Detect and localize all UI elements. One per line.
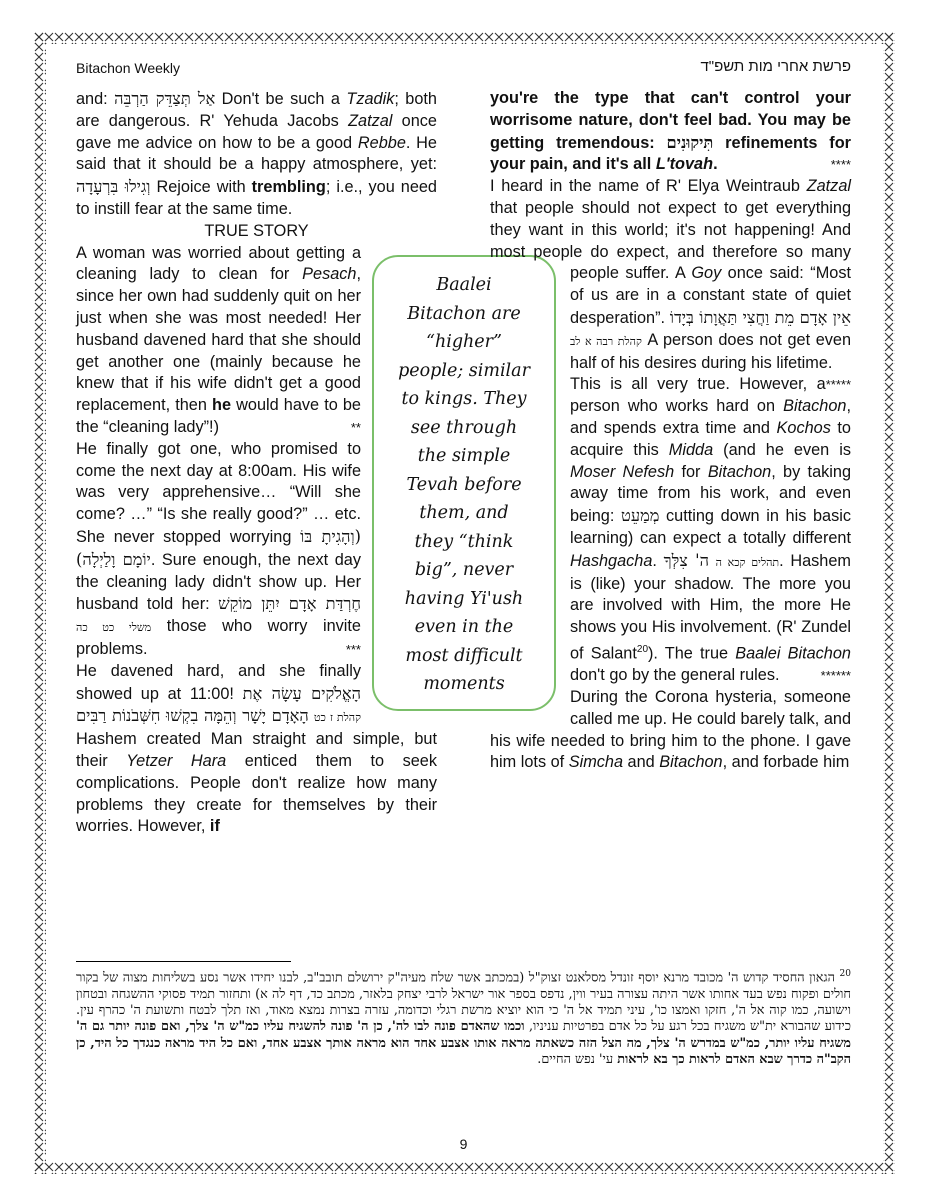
footnote-text: עי' נפש החיים. <box>537 1052 618 1068</box>
text: would have to be the “cleaning lady”!) <box>76 396 361 436</box>
section-stars: *** <box>345 641 361 657</box>
italic-term: Midda <box>668 440 714 459</box>
text: . <box>652 551 664 570</box>
text: those who worry invite problems. <box>76 617 361 658</box>
hebrew-quote: וְגִילוּ בִּרְעָדָה <box>76 177 151 197</box>
text: . Sure enough, the next day the cleaning lady didn't show up. Her husband told her: <box>76 550 361 614</box>
paragraph-bold-intro <box>490 88 851 176</box>
text: I heard in the name of R' Elya Weintraub <box>490 177 807 196</box>
text: for <box>674 462 708 481</box>
callout-line: see through <box>410 417 518 438</box>
section-stars: **** <box>830 157 851 173</box>
callout-line: the simple <box>417 446 511 466</box>
text: He davened hard, and she finally showed up at 11:00! <box>76 661 361 703</box>
text: , and spends extra time and <box>570 397 851 437</box>
italic-term: Bitachon <box>783 397 847 416</box>
hebrew-term: מְמַעֵט <box>621 506 660 526</box>
italic-term: Moser Nefesh <box>570 462 675 481</box>
text: Rejoice with <box>150 178 252 197</box>
source-citation: קהלת ז כט <box>313 711 361 725</box>
italic-term: Zatzal <box>348 111 393 130</box>
section-stars: ***** <box>825 377 851 393</box>
paragraph-elya-weintraub <box>490 176 851 393</box>
footnote-separator <box>76 961 291 962</box>
right-column <box>490 88 851 774</box>
footnote-text: הגאון החסיד קדוש ה' מכובד מרנא יוסף זונדל מסלאנט זצוק"ל (במכתב אשר שלח מעיה"ק ירושלם תובב"ב, לבנו יחידו אשר נסע בשליחות מצוה של בקור חולים ופקוח נפש בעד אחותו אשר היתה עצורה בעיר ווין, נדפס בספר אור ישראל לרבי יצחק בלאזר, מכתב כד, דף לה א) ותחזור תמיד פסוקי ההשגחה ובטחון וישועה, כמו קוה אל ה', חזקו ואמצו כו', עיני תמיד אל ה' כי הוא יוציא מרשת רגלי וכדומה, עזרה בצרות נמצא מאוד, ואז תלך לבטח ותשועת ה' כהרף עין. כידוע שהבורא ית"ש משגיח בכל רגע על כל אדם בפרטיות עניניו, <box>76 970 852 1035</box>
footnote-ref[interactable]: 20 <box>636 643 649 655</box>
text: A person does not get even half of his desires during his lifetime. <box>570 330 851 372</box>
text: . Hashem is (like) your shadow. The more you are involved with Him, the more He shows you His involvement. (R' Zundel of Salant <box>570 551 851 663</box>
callout-line: they “think <box>414 531 514 552</box>
callout-line: having Yi'ush <box>404 588 524 609</box>
italic-term: L'tovah <box>655 155 714 174</box>
hebrew-quote: (וְהָגִיתָ בּוֹ יוֹמָם וָלַיְלָה) <box>76 526 361 569</box>
italic-term: Pesach <box>302 265 357 284</box>
text: to acquire this <box>570 418 851 459</box>
italic-term: Yetzer Hara <box>126 751 227 770</box>
text: A woman was worried about getting a cleaning lady to clean for <box>76 243 361 284</box>
text: , since her own had suddenly quit on her just when she was most needed! Her husband davened hard that she should get another one (mainly because he knew that if his wife didn't get a good replacement, then <box>76 265 361 415</box>
italic-term: Kochos <box>776 418 831 437</box>
text: and <box>623 753 660 772</box>
footnote <box>76 966 851 1069</box>
text: ; both are dangerous. R' Yehuda Jacobs <box>76 90 437 130</box>
italic-term: Rebbe <box>357 133 406 152</box>
text: . <box>713 155 718 174</box>
text: , by taking away time from his work, and even being: <box>570 462 851 526</box>
text: once gave me advice on how to be a good <box>76 111 437 152</box>
footnote-number: 20 <box>839 969 851 979</box>
text: that people should not expect to get everything they want in this world; it's not happening! And most people do expect, and therefore so many people suffer. A <box>490 198 851 283</box>
callout-line: “higher” <box>426 332 502 352</box>
text: Don't be such a <box>215 90 347 108</box>
hebrew-quote: הָאֱלֹקִים עָשָׂה אֶת הָאָדָם יָשָׁר וְהֵמָּה בִקְשׁוּ חִשְּׁבֹנוֹת רַבִּים <box>76 683 361 726</box>
text: cutting down in his basic learning) can expect a totally different <box>570 507 851 547</box>
italic-term: Tzadik <box>346 90 395 108</box>
text: once said: “Most of us are in a constant state of quiet desperation”. <box>570 264 851 327</box>
italic-term: Bitachon <box>659 753 723 772</box>
text: This is all very true. However, a person who works hard on <box>570 375 826 416</box>
callout-line: Bitachon are <box>407 303 521 324</box>
section-stars: ****** <box>820 668 851 684</box>
bold-term: trembling <box>251 178 326 197</box>
source-citation: תהלים קכא ה <box>715 555 780 569</box>
callout-line: moments <box>423 674 505 694</box>
bold-term: if <box>209 817 220 836</box>
hebrew-quote: ה' צִלְּךָ <box>663 550 709 570</box>
section-stars: ** <box>350 419 361 435</box>
italic-term: Baalei Bitachon <box>735 644 851 663</box>
header-parsha-title: פרשת אחרי מות תשפ"ד <box>700 58 851 75</box>
callout-line: Tevah before <box>406 474 522 495</box>
text: ; i.e., you need to instill fear at the same time. <box>76 178 437 218</box>
hebrew-term: תִּיקוּנִים <box>666 132 714 152</box>
text: During the Corona hysteria, someone called me up. He could barely talk, and his wife needed to bring him to the phone. I gave him lots of <box>490 687 851 772</box>
callout-line: most difficult <box>405 645 523 666</box>
text: ). The true <box>648 644 736 663</box>
source-citation: משלי כט כה <box>76 621 152 635</box>
bold-term: he <box>212 396 232 415</box>
paragraph-tzadik <box>76 88 437 221</box>
italic-term: Simcha <box>568 753 624 772</box>
hebrew-quote: אַל תְּצַדֵּק הַרְבֵּה <box>114 89 216 108</box>
text: Hashem created Man straight and simple, but their <box>76 730 437 770</box>
italic-term: Bitachon <box>707 462 772 481</box>
italic-term: Zatzal <box>806 177 851 196</box>
source-citation: קהלת רבה א לב <box>570 334 642 348</box>
callout-line: them, and <box>419 503 509 523</box>
text: enticed them to seek complications. People don't realize how many problems they create for themselves by their worries. However, <box>76 751 437 836</box>
text: , and forbade him <box>722 753 850 772</box>
callout-line: even in the <box>414 617 514 637</box>
text: . He said that it should be a happy atmosphere, yet: <box>76 133 437 174</box>
callout-line: to kings. They <box>401 389 527 409</box>
header-publication-title: Bitachon Weekly <box>76 60 181 76</box>
text: refinements for your pain, and it's all <box>490 133 852 174</box>
italic-term: Goy <box>691 264 722 283</box>
story-heading: TRUE STORY <box>204 221 309 240</box>
footnote-bold-text: וכמו שהאדם פונה לבו לה', כן ה' פונה להשגיח עליו כמ"ש ה' צלך, ואם פונה יותר גם ה' משגיח עליו יותר, כמ"ש במדרש ה' צלך, מה הצל הזה כשאתה מראה אותו אצבע אחד הוא מראה אותך אצבע אחד, ואם כל היד מראה כנגדך כל היד, כן הקב"ה כדרך שבא האדם לראות כך בא לראות <box>76 1019 851 1068</box>
hebrew-quote: חֶרְדַּת אָדָם יִתֵּן מוֹקֵשׁ <box>218 594 361 614</box>
hebrew-quote: אֵין אָדָם מֵת וַחֲצִי תַּאֲוָתוֹ בְּיָדוֹ <box>669 307 851 327</box>
callout-line: Baalei <box>436 275 492 295</box>
float-spacer <box>490 263 570 715</box>
text: you're the type that can't control your worrisome nature, don't feel bad. You may be getting tremendous: <box>490 89 851 152</box>
text: don't go by the general rules. <box>570 666 780 685</box>
italic-term: Hashgacha <box>570 551 653 570</box>
callout-line: big”, never <box>414 560 514 580</box>
text: and: <box>76 90 115 108</box>
callout-line: people; similar <box>398 360 530 381</box>
text: He finally got one, who promised to come the next day at 8:00am. His wife was very apprehensive… “Will she come? …” “Is she really good?” … etc. She never stopped worrying <box>76 439 361 546</box>
page-number: 9 <box>459 1136 468 1152</box>
text: (and he even is <box>713 440 851 459</box>
